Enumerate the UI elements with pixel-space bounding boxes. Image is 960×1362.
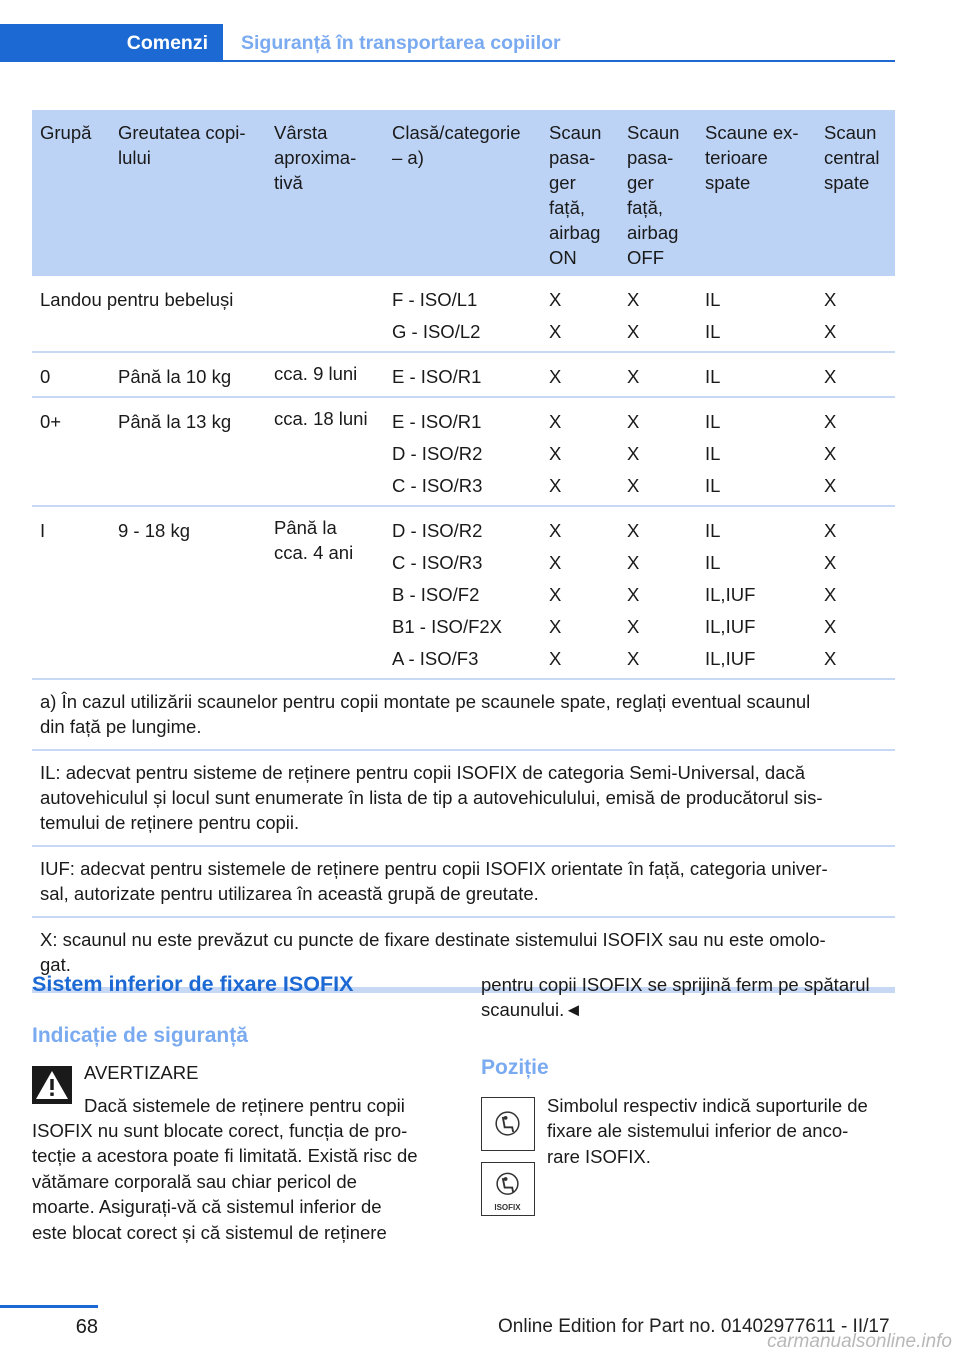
airbag-off-cell-value: X (627, 616, 640, 637)
column-header (40, 120, 91, 145)
airbag-off-cell-value: X (627, 475, 640, 496)
table-note (32, 751, 895, 847)
table-row (32, 398, 895, 507)
airbag-on-cell-value: X (549, 443, 562, 464)
airbag-off-cell-value: X (627, 520, 640, 541)
airbag-on-cell-value: X (549, 648, 562, 669)
class-cell-value: B1 - ISO/F2X (392, 616, 503, 637)
column-header-line: ger (627, 172, 654, 193)
class-cell-value: G - ISO/L2 (392, 321, 481, 342)
outer-seat-cell-value: IL (705, 411, 721, 432)
outer-seat-cell-value: IL (705, 443, 721, 464)
age-cell (274, 361, 357, 386)
position-heading: Poziție (481, 1056, 549, 1079)
warning-line: tecție a acestora poate fi limitată. Există risc de (32, 1145, 418, 1167)
weight-cell: 9 - 18 kg (118, 520, 190, 541)
table-note-line: IUF: adecvat pentru sistemele de reținere pentru copii ISOFIX orientate în față, categoria univer- (40, 858, 828, 879)
class-cell (392, 361, 481, 393)
class-cell-value: C - ISO/R3 (392, 475, 483, 496)
column-header-line: aproxima- (274, 147, 357, 168)
column-header-line: lului (118, 147, 151, 168)
column-header-line: airbag (627, 222, 679, 243)
edition-text: Online Edition for Part no. 01402977611 - II/17 (498, 1316, 890, 1337)
section-breadcrumb[interactable]: Siguranță în transportarea copiilor (241, 32, 561, 54)
class-cell (392, 515, 502, 675)
table-body (32, 276, 895, 680)
column-header-line: spate (705, 172, 751, 193)
continued-line: scaunului.◄ (481, 999, 583, 1021)
outer-seat-cell-value: IL (705, 552, 721, 573)
column-header-line: Grupă (40, 122, 92, 143)
airbag-on-cell (549, 515, 561, 675)
warning-line: ISOFIX nu sunt blocate corect, funcția de pro- (32, 1120, 408, 1141)
column-header-line: pasa- (549, 147, 596, 168)
age-cell (274, 406, 368, 431)
airbag-on-cell-value: X (549, 520, 562, 541)
age-line: cca. 18 luni (274, 408, 368, 429)
table-note-line: sal, autorizate pentru utilizarea în această grupă de greutate. (40, 883, 539, 904)
group-cell: 0 (40, 366, 51, 387)
airbag-on-cell-value: X (549, 584, 562, 605)
column-header-line: Vârsta (274, 122, 328, 143)
table-row (32, 507, 895, 680)
section-title: Sistem inferior de fixare ISOFIX (32, 972, 354, 996)
class-cell-value: B - ISO/F2 (392, 584, 480, 605)
airbag-off-cell (627, 406, 639, 502)
footer-rule (0, 1305, 98, 1308)
table-note-line: a) În cazul utilizării scaunelor pentru copii montate pe scaunele spate, reglați eventual scaunul (40, 691, 811, 712)
column-header-line: – a) (392, 147, 424, 168)
position-line: rare ISOFIX. (547, 1145, 651, 1167)
table-note (32, 847, 895, 918)
center-seat-cell-value: X (824, 648, 837, 669)
center-seat-cell (824, 515, 836, 675)
header-rule (223, 60, 895, 62)
table-row (32, 353, 895, 398)
airbag-off-cell-value: X (627, 411, 640, 432)
column-header-line: pasa- (627, 147, 674, 168)
center-seat-cell-value: X (824, 366, 837, 387)
center-seat-cell-value: X (824, 520, 837, 541)
column-header-line: terioare (705, 147, 768, 168)
airbag-off-cell (627, 361, 639, 393)
center-seat-cell-value: X (824, 411, 837, 432)
column-header (118, 120, 246, 170)
center-seat-cell-value: X (824, 475, 837, 496)
table-note-line: autovehiculul și locul sunt enumerate în lista de tip a autovehiculului, emisă de producătorul sis- (40, 787, 823, 808)
outer-seat-cell-value: IL (705, 475, 721, 496)
safety-heading: Indicație de siguranță (32, 1024, 248, 1047)
class-cell-value: A - ISO/F3 (392, 648, 479, 669)
table-note-line: gat. (40, 954, 71, 975)
outer-seat-cell (705, 284, 720, 348)
column-header-line: ger (549, 172, 576, 193)
outer-seat-cell (705, 515, 755, 675)
weight-cell: Până la 13 kg (118, 411, 232, 432)
column-header-line: Scaun (627, 122, 680, 143)
child-seat-icon (482, 1098, 533, 1149)
age-line: cca. 9 luni (274, 363, 358, 384)
center-seat-cell (824, 361, 836, 393)
table-notes (32, 680, 895, 989)
outer-seat-cell-value: IL (705, 289, 721, 310)
position-line: fixare ale sistemului inferior de anco- (547, 1120, 849, 1142)
airbag-off-cell-value: X (627, 366, 640, 387)
center-seat-cell-value: X (824, 616, 837, 637)
column-header-line: spate (824, 172, 870, 193)
position-line: Simbolul respectiv indică suporturile de (547, 1095, 868, 1116)
class-cell-value: C - ISO/R3 (392, 552, 483, 573)
age-line: cca. 4 ani (274, 542, 354, 563)
outer-seat-cell-value: IL,IUF (705, 584, 756, 605)
column-header (392, 120, 521, 170)
table-header (32, 110, 895, 276)
outer-seat-cell-value: IL (705, 321, 721, 342)
airbag-on-cell-value: X (549, 321, 562, 342)
class-cell-value: E - ISO/R1 (392, 411, 482, 432)
airbag-on-cell-value: X (549, 289, 562, 310)
outer-seat-cell-value: IL,IUF (705, 648, 756, 669)
column-header-line: Greutatea copi- (118, 122, 246, 143)
center-seat-cell-value: X (824, 584, 837, 605)
airbag-on-cell (549, 284, 561, 348)
airbag-on-cell-value: X (549, 552, 562, 573)
column-header-line: Scaun (549, 122, 602, 143)
group-cell: I (40, 520, 46, 541)
column-header-line: tivă (274, 172, 303, 193)
outer-seat-cell-value: IL (705, 520, 721, 541)
column-header-line: central (824, 147, 880, 168)
isofix-anchor-symbol (481, 1097, 535, 1151)
warning-text (32, 1118, 418, 1245)
age-cell (274, 515, 353, 565)
table-row (32, 276, 895, 353)
continued-text (481, 972, 870, 1023)
warning-line: moarte. Asigurați-vă că sistemul inferior de (32, 1196, 382, 1218)
column-header-line: față, (549, 197, 585, 218)
chapter-tab[interactable]: Comenzi (0, 24, 223, 62)
page-number: 68 (75, 1316, 98, 1338)
outer-seat-cell (705, 361, 720, 393)
column-header-line: față, (627, 197, 663, 218)
table-note (32, 680, 895, 751)
outer-seat-cell-value: IL (705, 366, 721, 387)
column-header-line: ON (549, 247, 577, 268)
class-cell-value: E - ISO/R1 (392, 366, 482, 387)
outer-seat-cell (705, 406, 720, 502)
warning-label: AVERTIZARE (84, 1062, 199, 1083)
warning-line: vătămare corporală sau chiar pericol de (32, 1170, 357, 1192)
column-header-line: Clasă/categorie (392, 122, 521, 143)
column-header-line: airbag (549, 222, 601, 243)
airbag-off-cell-value: X (627, 552, 640, 573)
column-header (824, 120, 880, 195)
class-cell (392, 406, 482, 502)
airbag-on-cell-value: X (549, 411, 562, 432)
airbag-off-cell (627, 284, 639, 348)
center-seat-cell (824, 406, 836, 502)
warning-first-line: Dacă sistemele de reținere pentru copii (84, 1095, 405, 1116)
column-header (274, 120, 356, 195)
class-cell-value: D - ISO/R2 (392, 520, 483, 541)
airbag-off-cell (627, 515, 639, 675)
center-seat-cell-value: X (824, 552, 837, 573)
airbag-on-cell-value: X (549, 616, 562, 637)
watermark: carmanualsonline.info (767, 1331, 952, 1352)
class-cell (392, 284, 480, 348)
table-note-line: temului de reținere pentru copii. (40, 812, 300, 833)
class-cell-value: F - ISO/L1 (392, 289, 478, 310)
warning-line: este blocat corect și că sistemul de reținere (32, 1221, 387, 1243)
airbag-off-cell-value: X (627, 321, 640, 342)
group-cell: Landou pentru bebeluși (40, 289, 234, 310)
age-line: Până la (274, 517, 337, 538)
airbag-on-cell-value: X (549, 366, 562, 387)
isofix-table (32, 110, 895, 993)
center-seat-cell-value: X (824, 443, 837, 464)
table-note-line: X: scaunul nu este prevăzut cu puncte de fixare destinate sistemului ISOFIX sau nu este omolo- (40, 929, 826, 950)
page-header (0, 0, 960, 62)
column-header (549, 120, 601, 270)
column-header (627, 120, 679, 270)
airbag-on-cell (549, 406, 561, 502)
continued-line: pentru copii ISOFIX se sprijină ferm pe spătarul (481, 974, 870, 995)
outer-seat-cell-value: IL,IUF (705, 616, 756, 637)
column-header (705, 120, 799, 195)
airbag-on-cell-value: X (549, 475, 562, 496)
table-note-line: din față pe lungime. (40, 716, 202, 737)
airbag-off-cell-value: X (627, 443, 640, 464)
airbag-off-cell-value: X (627, 584, 640, 605)
airbag-off-cell-value: X (627, 648, 640, 669)
center-seat-cell-value: X (824, 321, 837, 342)
column-header-line: Scaun (824, 122, 877, 143)
isofix-symbol-label: ISOFIX (494, 1203, 521, 1212)
airbag-off-cell-value: X (627, 289, 640, 310)
position-text (547, 1093, 868, 1169)
table-note-line: IL: adecvat pentru sisteme de reținere pentru copii ISOFIX de categoria Semi-Universal, dacă (40, 762, 806, 783)
warning-triangle-icon (32, 1066, 72, 1104)
center-seat-cell (824, 284, 836, 348)
weight-cell: Până la 10 kg (118, 366, 232, 387)
column-header-line: OFF (627, 247, 664, 268)
group-cell: 0+ (40, 411, 62, 432)
column-header-line: Scaune ex- (705, 122, 799, 143)
airbag-on-cell (549, 361, 561, 393)
center-seat-cell-value: X (824, 289, 837, 310)
class-cell-value: D - ISO/R2 (392, 443, 483, 464)
isofix-labeled-symbol (481, 1162, 535, 1216)
